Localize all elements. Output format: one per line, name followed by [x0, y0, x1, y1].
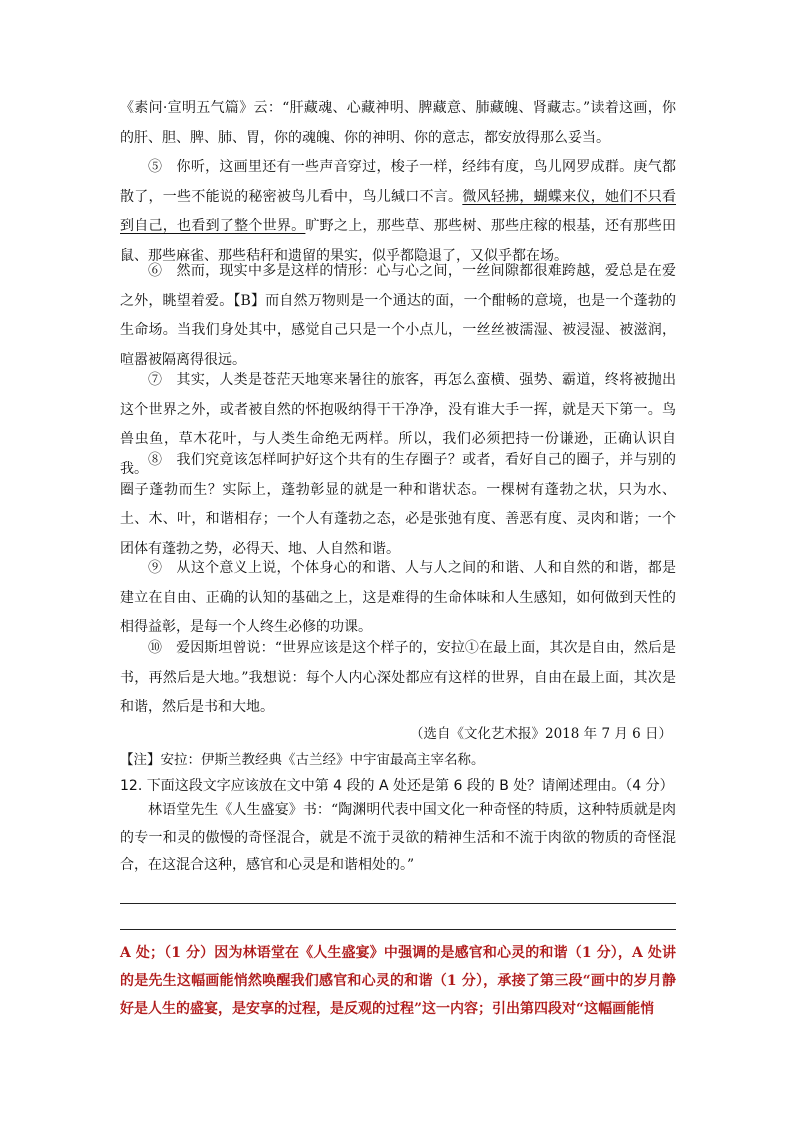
- paragraph-6: ⑥ 然而，现实中多是这样的情形：心与心之间，一丝间隙都很难跨越，爱总是在爱之外，眺望着爱。【B】而自然万物则是一个通达的面，一个酣畅的意境，也是一个蓬勃的生命场。当我们身处其中，感觉自己只是一个小点儿，一丝丝被濡湿、被浸湿、被滋润，喧嚣被隔离得很远。: [120, 263, 676, 368]
- footnote: 【注】安拉：伊斯兰教经典《古兰经》中宇宙最高主宰名称。: [120, 752, 485, 768]
- paragraph-7: ⑦ 其实，人类是苍茫天地寒来暑往的旅客，再怎么蛮横、强势、霸道，终将被抛出这个世界之外，或者被自然的怀抱吸纳得干干净净，没有谁大手一挥，就是天下第一。鸟兽虫鱼，草木花叶，与人类生命绝无两样。所以，我们必须把持一份谦逊，正确认识自我。: [120, 372, 676, 477]
- paragraph-10: ⑩ 爱因斯坦曾说：“世界应该是这个样子的，安拉①在最上面，其次是自由，然后是书，再然后是大地。”我想说：每个人内心深处都应有这样的世界，自由在最上面，其次是和谐，然后是书和大地。: [120, 640, 676, 715]
- paragraph-5: [120, 153, 676, 271]
- answer-text: A 处；（1 分）因为林语堂在《人生盛宴》中强调的是感官和心灵的和谐（1 分），A 处讲的是先生这幅画能悄然唤醒我们感官和心灵的和谐（1 分），承接了第三段“画中的岁月静好是人生的盛宴，是安享的过程，是反观的过程”这一内容；引出第四段对“这幅画能悄: [120, 945, 676, 1017]
- paragraph-5-text-a: ⑤ 你听，这画里还有一些声音穿过，梭子一样，经纬有度，鸟儿网罗成群。庚气都散了，一些不能说的秘密被鸟儿看中，鸟儿缄口不言。: [120, 159, 676, 205]
- answer-line-1: [120, 903, 676, 904]
- answer-line-2: [120, 929, 676, 930]
- question-12: 12. 下面这段文字应该放在文中第 4 段的 A 处还是第 6 段的 B 处？请阐述理由。（4 分）: [120, 778, 674, 794]
- paragraph-5-underlined: 微风轻拂，蝴蝶来仪，她们不只看到自己，也看到了整个世界。: [120, 188, 677, 234]
- paragraph-intro: 《素问·宣明五气篇》云：“肝藏魂、心藏神明、脾藏意、肺藏魄、肾藏志。”读着这画，你的肝、胆、脾、肺、胃，你的魂魄、你的神明、你的意志，都安放得那么妥当。: [120, 100, 676, 146]
- question-quote: 林语堂先生《人生盛宴》书：“陶渊明代表中国文化一种奇怪的特质，这种特质就是肉的专一和灵的傲慢的奇怪混合，就是不流于灵欲的精神生活和不流于肉欲的物质的奇怪混合，在这混合这种，感官和心灵是和谐相处的。”: [120, 802, 676, 873]
- paragraph-9: ⑨ 从这个意义上说，个体身心的和谐、人与人之间的和谐、人和自然的和谐，都是建立在自由、正确的认知的基础之上，这是难得的生命体味和人生感知，如何做到天性的相得益彰，是每一个人终生必修的功课。: [120, 560, 676, 635]
- source-citation: （选自《文化艺术报》2018 年 7 月 6 日）: [410, 726, 672, 742]
- paragraph-8: ⑧ 我们究竟该怎样呵护好这个共有的生存圈子？或者，看好自己的圈子，并与别的圈子蓬勃而生？实际上，蓬勃彰显的就是一种和谐状态。一棵树有蓬勃之状，只为水、土、木、叶，和谐相存；一个人有蓬勃之态，必是张弛有度、善恶有度、灵肉和谐；一个团体有蓬勃之势，必得天、地、人自然和谐。: [120, 452, 676, 557]
- paragraph-5-text-b: 旷野之上，那些草、那些树、那些庄稼的根基，还有那些田鼠、那些麻雀、那些秸秆和遗留的果实，似乎都隐退了，又似乎都在场。: [120, 218, 676, 264]
